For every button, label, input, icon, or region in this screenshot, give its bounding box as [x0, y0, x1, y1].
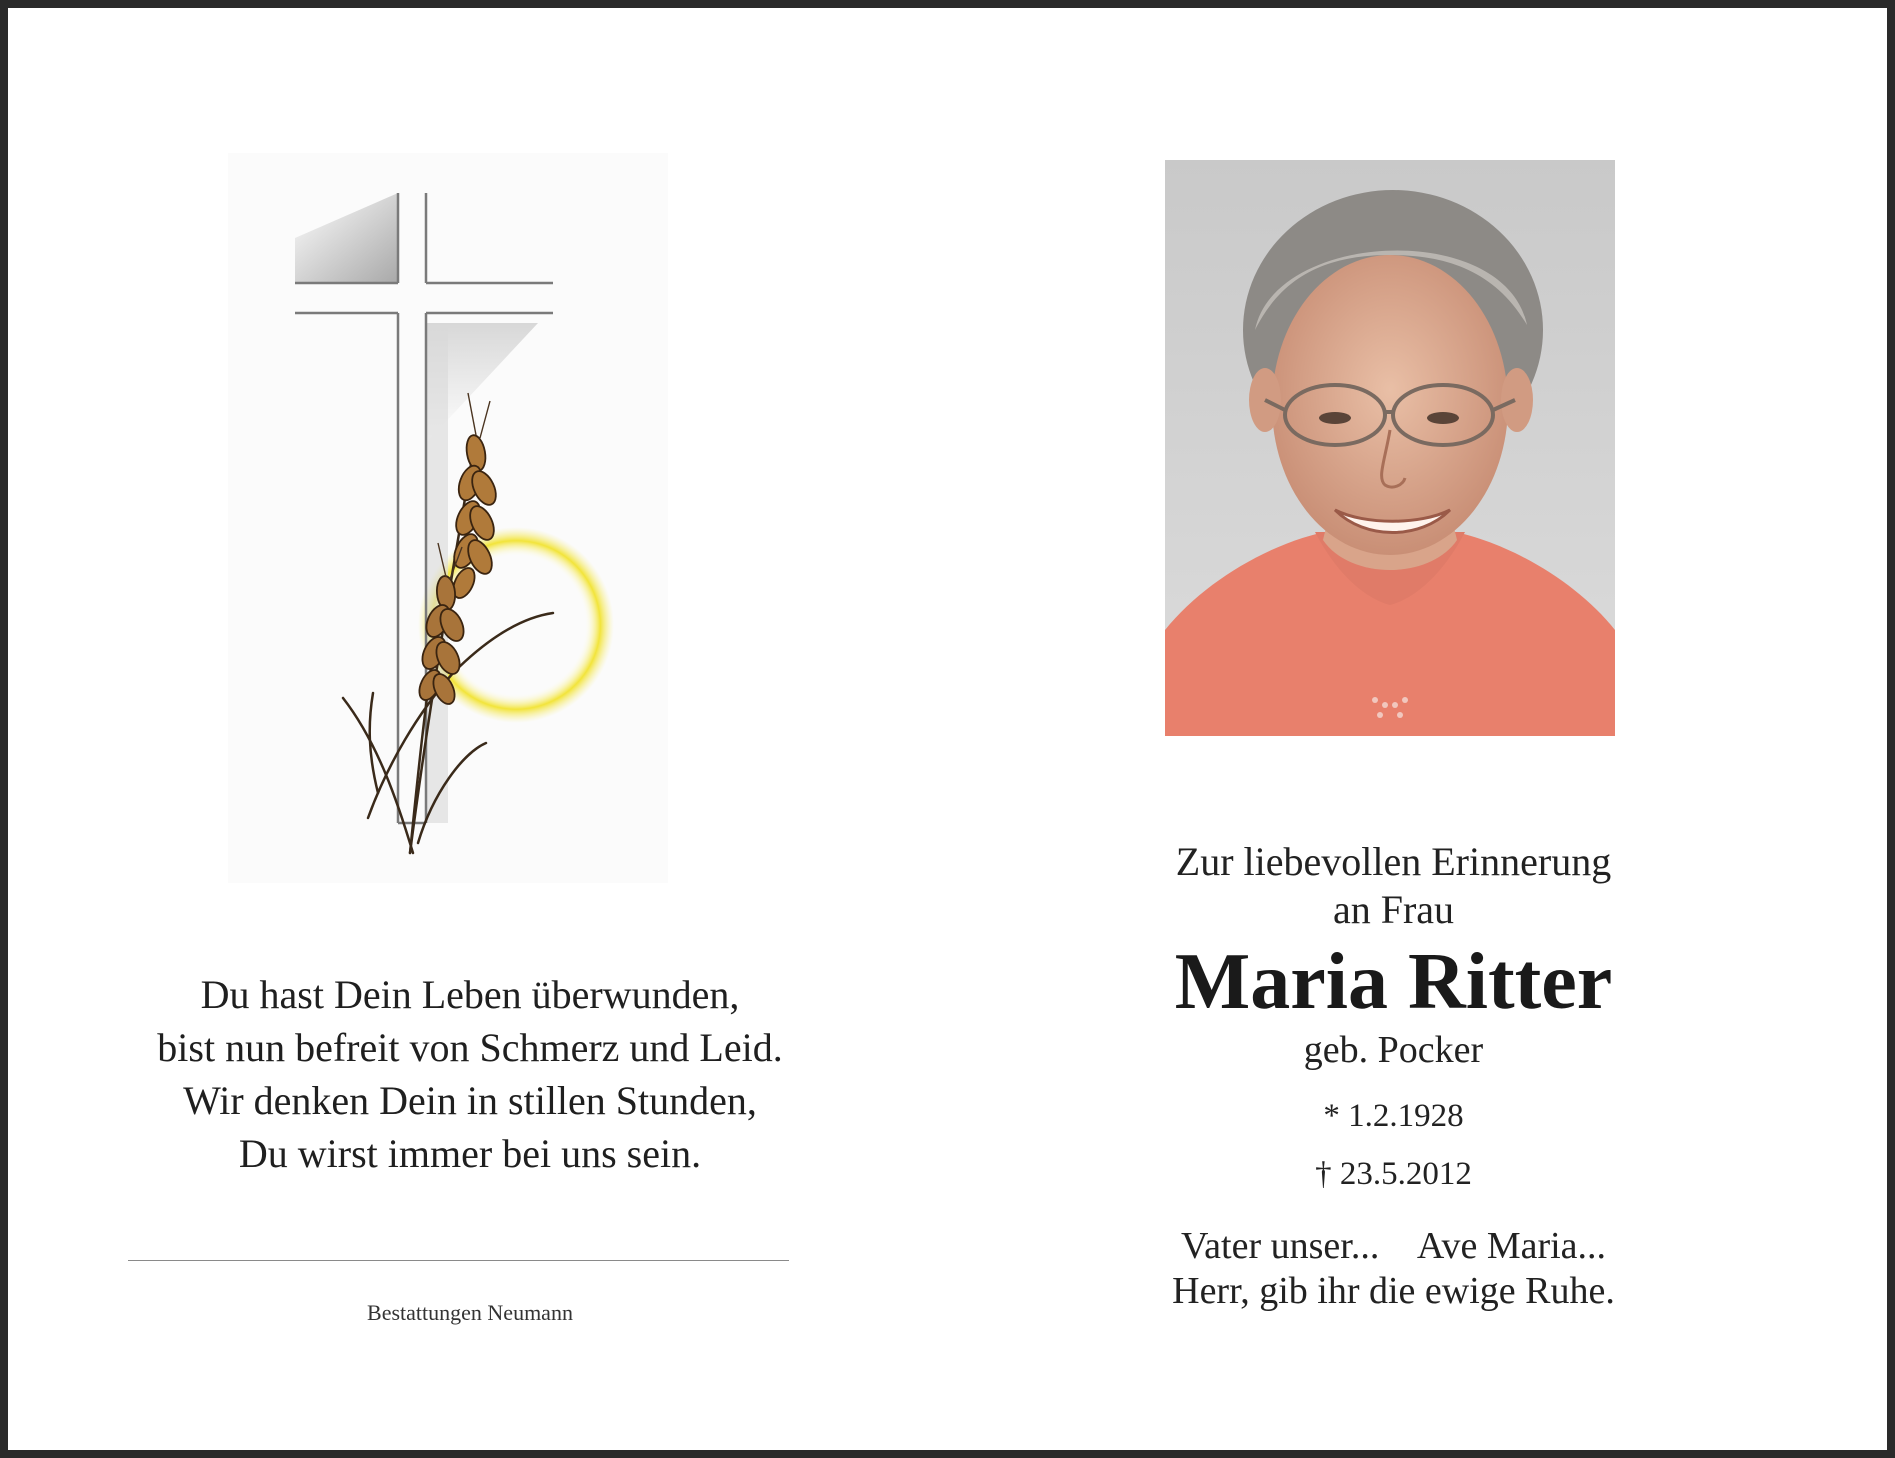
birth-date: * 1.2.1928 — [1323, 1098, 1464, 1134]
poem-line: bist nun befreit von Schmerz und Leid. — [157, 1025, 783, 1070]
poem-line: Du wirst immer bei uns sein. — [238, 1131, 702, 1176]
prayer-text: Ave Maria... — [1416, 1225, 1607, 1267]
poem-line: Wir denken Dein in stillen Stunden, — [183, 1078, 757, 1123]
left-panel — [8, 8, 948, 1450]
memorial-text — [948, 838, 1839, 1314]
prayer-row — [948, 1224, 1839, 1269]
prayer-text: Vater unser... — [1180, 1225, 1380, 1267]
poem-line: Du hast Dein Leben überwunden, — [200, 972, 740, 1017]
deceased-name: Maria Ritter — [1174, 938, 1613, 1026]
maiden-name: geb. Pocker — [1303, 1029, 1484, 1071]
undertaker-name: Bestattungen Neumann — [367, 1300, 573, 1325]
death-date: † 23.5.2012 — [1315, 1156, 1472, 1192]
poem — [8, 968, 932, 1180]
portrait-photo — [1165, 160, 1615, 736]
right-panel — [948, 8, 1887, 1450]
divider-line — [128, 1260, 789, 1261]
intro-line: Zur liebevollen Erinnerung — [1175, 839, 1612, 884]
prayers — [948, 1224, 1839, 1314]
intro-line: an Frau — [1332, 887, 1455, 932]
cross-wheat-sun-icon — [218, 153, 698, 893]
prayer-text: Herr, gib ihr die ewige Ruhe. — [1172, 1270, 1615, 1312]
